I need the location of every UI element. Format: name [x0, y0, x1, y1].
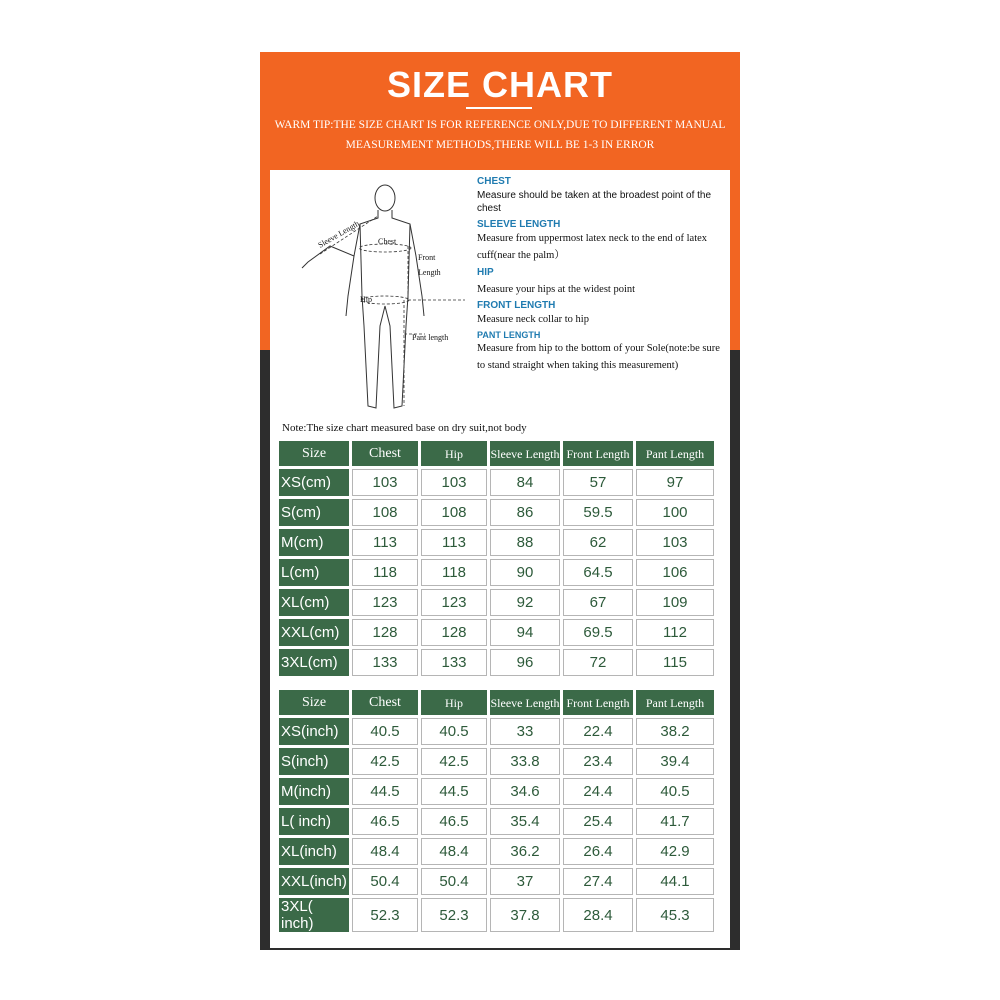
cell-hip: 48.4 — [421, 838, 487, 865]
cell-pant-length: 103 — [636, 529, 714, 556]
table-row — [279, 838, 714, 865]
col-pant-length: Pant Length — [636, 690, 714, 715]
col-hip: Hip — [421, 441, 487, 466]
size-chart-card — [260, 52, 740, 950]
cell-pant-length: 41.7 — [636, 808, 714, 835]
cell-sleeve-length: 86 — [490, 499, 560, 526]
table-row — [279, 559, 714, 586]
cell-hip: 52.3 — [421, 898, 487, 932]
cell-hip: 103 — [421, 469, 487, 496]
cell-pant-length: 45.3 — [636, 898, 714, 932]
size-label: M(inch) — [279, 778, 349, 805]
table-row — [279, 898, 714, 932]
cell-chest: 128 — [352, 619, 418, 646]
cell-chest: 103 — [352, 469, 418, 496]
cell-pant-length: 106 — [636, 559, 714, 586]
size-label: 3XL( inch) — [279, 898, 349, 932]
text-front-length: Measure neck collar to hip — [477, 314, 589, 325]
table-row — [279, 808, 714, 835]
size-label: XS(inch) — [279, 718, 349, 745]
content-panel — [270, 170, 730, 948]
cell-chest: 52.3 — [352, 898, 418, 932]
cell-sleeve-length: 37.8 — [490, 898, 560, 932]
col-front-length: Front Length — [563, 441, 633, 466]
cell-pant-length: 100 — [636, 499, 714, 526]
label-hip: Hip — [360, 295, 372, 304]
heading-chest: CHEST — [477, 176, 511, 187]
cell-hip: 108 — [421, 499, 487, 526]
cell-pant-length: 42.9 — [636, 838, 714, 865]
table-row — [279, 868, 714, 895]
col-size: Size — [279, 690, 349, 715]
size-label: S(cm) — [279, 499, 349, 526]
table-row — [279, 649, 714, 676]
cell-sleeve-length: 33 — [490, 718, 560, 745]
col-front-length: Front Length — [563, 690, 633, 715]
page-title: SIZE CHART — [387, 64, 613, 105]
table-row — [279, 619, 714, 646]
cell-hip: 118 — [421, 559, 487, 586]
cell-chest: 50.4 — [352, 868, 418, 895]
cell-chest: 44.5 — [352, 778, 418, 805]
body-measurement-figure — [290, 176, 480, 416]
cell-hip: 128 — [421, 619, 487, 646]
cell-front-length: 67 — [563, 589, 633, 616]
size-label: XXL(cm) — [279, 619, 349, 646]
table-row — [279, 718, 714, 745]
cell-front-length: 28.4 — [563, 898, 633, 932]
col-sleeve-length: Sleeve Length — [490, 690, 560, 715]
size-label: 3XL(cm) — [279, 649, 349, 676]
cell-pant-length: 39.4 — [636, 748, 714, 775]
col-sleeve-length: Sleeve Length — [490, 441, 560, 466]
cm-header-row — [279, 441, 714, 466]
size-label: XL(inch) — [279, 838, 349, 865]
cell-front-length: 22.4 — [563, 718, 633, 745]
note-text: Note:The size chart measured base on dry suit,not body — [282, 422, 527, 434]
cell-sleeve-length: 36.2 — [490, 838, 560, 865]
heading-front-length: FRONT LENGTH — [477, 300, 556, 311]
table-row — [279, 778, 714, 805]
cell-sleeve-length: 34.6 — [490, 778, 560, 805]
table-row — [279, 529, 714, 556]
cell-chest: 108 — [352, 499, 418, 526]
cell-sleeve-length: 88 — [490, 529, 560, 556]
cell-hip: 46.5 — [421, 808, 487, 835]
cell-sleeve-length: 35.4 — [490, 808, 560, 835]
table-row — [279, 469, 714, 496]
text-sleeve-length: Measure from uppermost latex neck to the end of latex cuff(near the palm） — [477, 233, 708, 261]
label-chest: Chest — [378, 237, 397, 246]
text-chest: Measure should be taken at the broadest point of the chest — [477, 190, 712, 214]
cell-chest: 123 — [352, 589, 418, 616]
cell-sleeve-length: 84 — [490, 469, 560, 496]
cell-hip: 44.5 — [421, 778, 487, 805]
cell-hip: 123 — [421, 589, 487, 616]
cell-front-length: 57 — [563, 469, 633, 496]
heading-sleeve-length: SLEEVE LENGTH — [477, 219, 561, 230]
label-length: Length — [418, 268, 441, 277]
cell-chest: 48.4 — [352, 838, 418, 865]
cell-sleeve-length: 90 — [490, 559, 560, 586]
cell-sleeve-length: 94 — [490, 619, 560, 646]
heading-hip: HIP — [477, 267, 494, 278]
cell-hip: 113 — [421, 529, 487, 556]
col-pant-length: Pant Length — [636, 441, 714, 466]
cell-pant-length: 112 — [636, 619, 714, 646]
size-label: L(cm) — [279, 559, 349, 586]
cell-pant-length: 97 — [636, 469, 714, 496]
cell-chest: 42.5 — [352, 748, 418, 775]
label-front: Front — [418, 253, 436, 262]
size-label: XXL(inch) — [279, 868, 349, 895]
cell-hip: 42.5 — [421, 748, 487, 775]
warm-tip: WARM TIP:THE SIZE CHART IS FOR REFERENCE ONLY,DUE TO DIFFERENT MANUAL MEASUREMENT METHODS,THERE WILL BE 1-3 IN ERROR — [274, 119, 726, 151]
col-hip: Hip — [421, 690, 487, 715]
cell-front-length: 62 — [563, 529, 633, 556]
size-label: XS(cm) — [279, 469, 349, 496]
size-label: XL(cm) — [279, 589, 349, 616]
text-hip: Measure your hips at the widest point — [477, 284, 636, 295]
cell-sleeve-length: 37 — [490, 868, 560, 895]
cell-chest: 46.5 — [352, 808, 418, 835]
cell-sleeve-length: 33.8 — [490, 748, 560, 775]
label-sleeve-length: Sleeve Length — [316, 218, 361, 250]
col-chest: Chest — [352, 441, 418, 466]
cell-pant-length: 115 — [636, 649, 714, 676]
text-pant-length: Measure from hip to the bottom of your Sole(note:be sure to stand straight when taking this measurement) — [477, 343, 720, 371]
col-chest: Chest — [352, 690, 418, 715]
cell-pant-length: 109 — [636, 589, 714, 616]
cell-sleeve-length: 96 — [490, 649, 560, 676]
col-size: Size — [279, 441, 349, 466]
cell-pant-length: 38.2 — [636, 718, 714, 745]
cell-front-length: 26.4 — [563, 838, 633, 865]
inch-header-row — [279, 690, 714, 715]
cell-front-length: 59.5 — [563, 499, 633, 526]
cell-hip: 40.5 — [421, 718, 487, 745]
cell-chest: 40.5 — [352, 718, 418, 745]
cell-front-length: 24.4 — [563, 778, 633, 805]
cell-chest: 113 — [352, 529, 418, 556]
measurement-descriptions — [477, 176, 727, 374]
cell-front-length: 64.5 — [563, 559, 633, 586]
cell-front-length: 72 — [563, 649, 633, 676]
cell-front-length: 27.4 — [563, 868, 633, 895]
size-label: S(inch) — [279, 748, 349, 775]
table-row — [279, 589, 714, 616]
cell-front-length: 23.4 — [563, 748, 633, 775]
cell-pant-length: 40.5 — [636, 778, 714, 805]
cell-front-length: 25.4 — [563, 808, 633, 835]
cell-hip: 133 — [421, 649, 487, 676]
label-pant-length: Pant length — [412, 333, 449, 342]
cell-chest: 118 — [352, 559, 418, 586]
table-row — [279, 499, 714, 526]
cell-front-length: 69.5 — [563, 619, 633, 646]
cell-sleeve-length: 92 — [490, 589, 560, 616]
cm-size-table — [276, 438, 717, 679]
size-label: M(cm) — [279, 529, 349, 556]
title-underline — [466, 107, 532, 109]
cell-hip: 50.4 — [421, 868, 487, 895]
cell-chest: 133 — [352, 649, 418, 676]
heading-pant-length: PANT LENGTH — [477, 330, 541, 340]
size-label: L( inch) — [279, 808, 349, 835]
table-row — [279, 748, 714, 775]
inch-size-table — [276, 687, 717, 935]
cell-pant-length: 44.1 — [636, 868, 714, 895]
